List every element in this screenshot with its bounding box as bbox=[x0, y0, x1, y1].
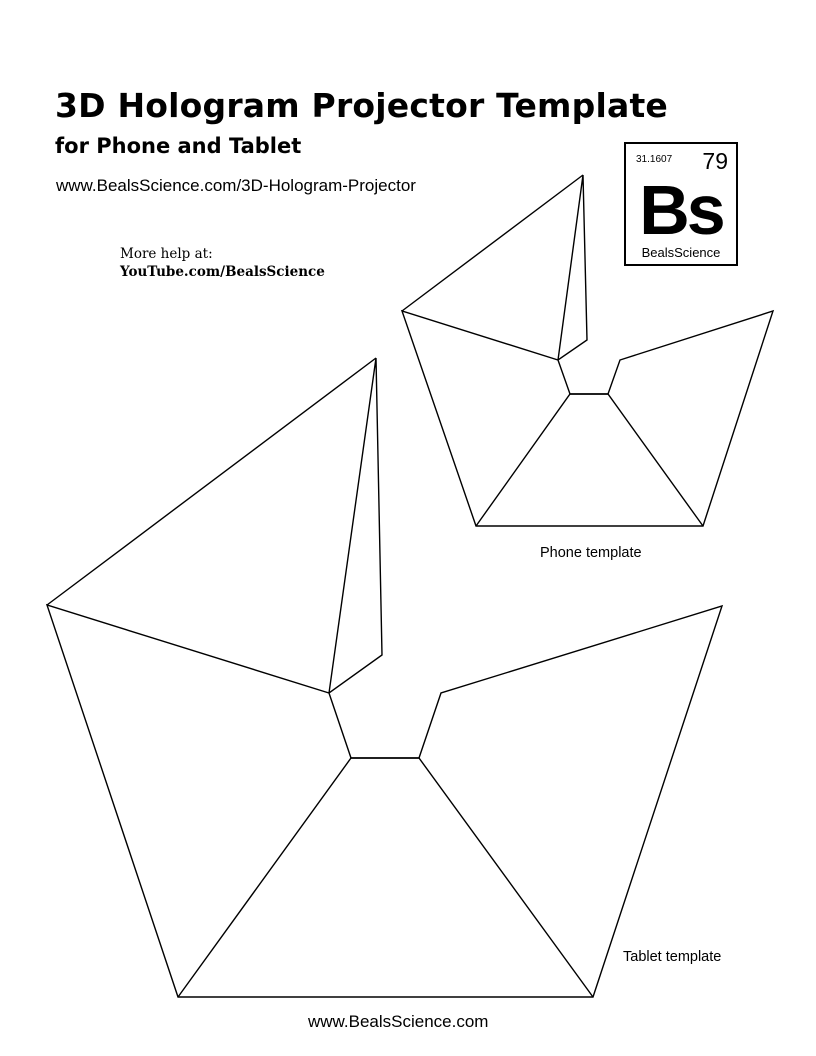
element-atomic-mass: 31.1607 bbox=[636, 154, 673, 165]
help-line-2: YouTube.com/BealsScience bbox=[120, 264, 325, 280]
header-url: www.BealsScience.com/3D-Hologram-Projector bbox=[56, 176, 416, 195]
element-symbol: Bs bbox=[639, 171, 723, 249]
phone-template-label: Phone template bbox=[540, 545, 642, 561]
element-name: BealsScience bbox=[641, 245, 721, 260]
tablet-template-contour bbox=[47, 358, 722, 997]
element-atomic-number: 79 bbox=[702, 148, 728, 174]
footer-url: www.BealsScience.com bbox=[308, 1012, 489, 1031]
page-subtitle: for Phone and Tablet bbox=[55, 134, 302, 158]
tablet-fold-center bbox=[178, 758, 593, 997]
page-title: 3D Hologram Projector Template bbox=[55, 86, 669, 125]
tablet-template-label: Tablet template bbox=[623, 949, 722, 965]
tablet-fold-top bbox=[47, 358, 376, 605]
help-line-1: More help at: bbox=[120, 246, 213, 262]
